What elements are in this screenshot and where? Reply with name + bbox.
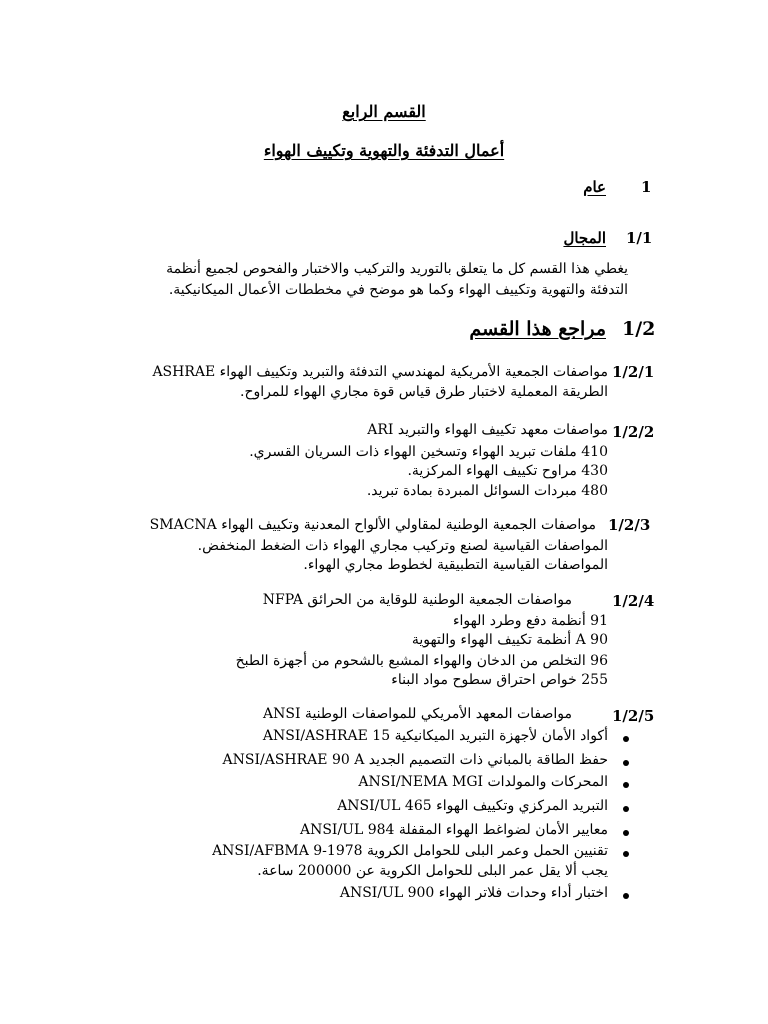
bullet-dot bbox=[623, 760, 629, 766]
bullet-item: التبريد المركزي وتكييف الهواء ANSI/UL 465 bbox=[337, 798, 608, 814]
ref-1-2-1-line-2: الطريقة المعملية لاختبار طرق قياس قوة مجاري الهواء للمراوح. bbox=[240, 384, 608, 400]
bullet-item: معايير الأمان لضواغط الهواء المقفلة ANSI/UL 984 bbox=[299, 822, 608, 838]
bullet-dot bbox=[623, 736, 629, 742]
ref-1-2-5-line-1: مواصفات المعهد الأمريكي للمواصفات الوطنية ANSI bbox=[263, 706, 572, 722]
scope-line-1: يغطي هذا القسم كل ما يتعلق بالتوريد والتركيب والاختبار والفحوص لجميع أنظمة bbox=[166, 261, 628, 277]
ref-1-2-2-line-1: مواصفات معهد تكييف الهواء والتبريد ARI bbox=[367, 422, 608, 438]
ref-1-2-4-line-4: 96 التخلص من الدخان والهواء المشبع بالشحوم من أجهزة الطبخ bbox=[235, 653, 608, 669]
section-1-1-label: المجال bbox=[563, 229, 606, 247]
ref-1-2-4-line-1: مواصفات الجمعية الوطنية للوقاية من الحرائق NFPA bbox=[262, 592, 572, 608]
bullet-item: المحركات والمولدات ANSI/NEMA MGI bbox=[358, 774, 608, 790]
ref-1-2-4-line-3: A 90 أنظمة تكييف الهواء والتهوية bbox=[411, 632, 608, 648]
section-heading: القسم الرابع bbox=[342, 102, 426, 121]
bullet-item: حفظ الطاقة بالمباني ذات التصميم الجديد ANSI/ASHRAE 90 A bbox=[222, 752, 608, 768]
section-1-1-number: 1/1 bbox=[626, 229, 653, 247]
ref-1-2-3-line-2: المواصفات القياسية لصنع وتركيب مجاري الهواء ذات الضغط المنخفض. bbox=[197, 538, 608, 554]
ref-1-2-2-number: 1/2/2 bbox=[612, 423, 655, 441]
bullet-dot bbox=[623, 830, 629, 836]
ref-1-2-4-number: 1/2/4 bbox=[612, 592, 655, 610]
ref-1-2-3-line-1: مواصفات الجمعية الوطنية لمقاولي الألواح المعدنية وتكييف الهواء SMACNA bbox=[149, 517, 596, 533]
section-1-number: 1 bbox=[641, 178, 652, 196]
bullet-item: اختبار أداء وحدات فلاتر الهواء ANSI/UL 900 bbox=[339, 885, 608, 901]
section-1-label: عام bbox=[583, 178, 606, 196]
bullet-dot bbox=[623, 806, 629, 812]
ref-1-2-2-line-3: 430 مراوح تكييف الهواء المركزية. bbox=[407, 463, 608, 479]
scope-line-2: التدفئة والتهوية وتكييف الهواء وكما هو موضح في مخططات الأعمال الميكانيكية. bbox=[168, 282, 628, 298]
bullet-item: تقنيين الحمل وعمر البلى للحوامل الكروية ANSI/AFBMA 9-1978 bbox=[212, 843, 608, 859]
ref-1-2-2-line-4: 480 مبردات السوائل المبردة بمادة تبريد. bbox=[366, 483, 608, 499]
section-1-2-number: 1/2 bbox=[622, 318, 656, 340]
bullet-dot bbox=[623, 851, 629, 857]
ref-1-2-5-number: 1/2/5 bbox=[612, 707, 655, 725]
ref-1-2-2-line-2: 410 ملفات تبريد الهواء وتسخين الهواء ذات السريان القسري. bbox=[249, 444, 608, 460]
ref-1-2-1-line-1: مواصفات الجمعية الأمريكية لمهندسي التدفئة والتبريد وتكييف الهواء ASHRAE bbox=[152, 364, 608, 380]
ref-1-2-3-number: 1/2/3 bbox=[608, 516, 651, 534]
ref-1-2-4-line-5: 255 خواص احتراق سطوح مواد البناء bbox=[391, 672, 608, 688]
ref-1-2-3-line-3: المواصفات القياسية التطبيقية لخطوط مجاري الهواء. bbox=[303, 557, 608, 573]
bullet-item: أكواد الأمان لأجهزة التبريد الميكانيكية ANSI/ASHRAE 15 bbox=[262, 728, 608, 744]
section-1-2-label: مراجع هذا القسم bbox=[469, 318, 606, 340]
page-title: أعمال التدفئة والتهوية وتكييف الهواء bbox=[263, 141, 505, 160]
bullet-dot bbox=[623, 782, 629, 788]
bullet-item-continuation: يجب ألا يقل عمر البلى للحوامل الكروية عن 200000 ساعة. bbox=[257, 863, 608, 879]
ref-1-2-1-number: 1/2/1 bbox=[612, 363, 655, 381]
ref-1-2-4-line-2: 91 أنظمة دفع وطرد الهواء bbox=[452, 613, 608, 629]
bullet-dot bbox=[623, 893, 629, 899]
